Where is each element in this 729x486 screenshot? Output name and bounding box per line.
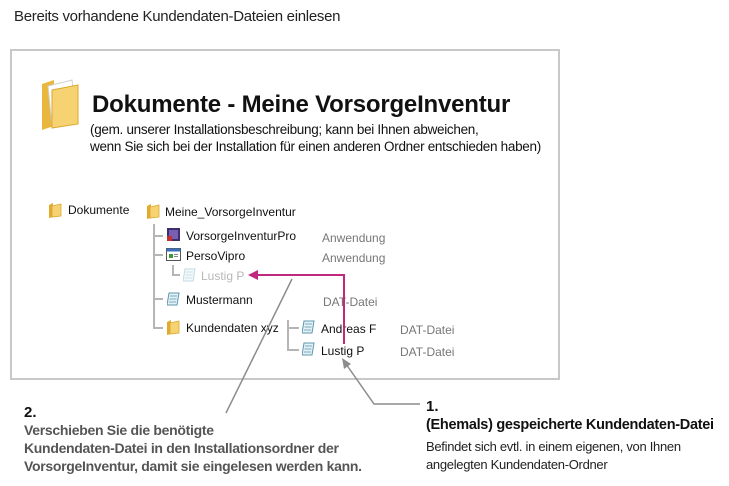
tree-item-label-ghost: Lustig P xyxy=(201,269,245,283)
tree-item-type: Anwendung xyxy=(322,251,386,265)
tree-item-label[interactable]: PersoVipro xyxy=(186,249,246,263)
callout2-number: 2. xyxy=(24,404,37,421)
callout2-text: Kundendaten-Datei in den Installationsordner der xyxy=(24,440,339,456)
panel-subtitle-line1: (gem. unserer Installationsbeschreibung; kann bei Ihnen abweichen, xyxy=(90,122,479,137)
tree-item-type: DAT-Datei xyxy=(323,295,378,309)
callout1-number: 1. xyxy=(426,398,439,415)
tree-subitem-label[interactable]: Lustig P xyxy=(321,344,365,358)
tree-subitem-type: DAT-Datei xyxy=(400,323,455,337)
page-heading: Bereits vorhandene Kundendaten-Dateien einlesen xyxy=(14,8,341,25)
panel-title: Dokumente - Meine VorsorgeInventur xyxy=(92,91,511,118)
tree-item-label[interactable]: Kundendaten xyz xyxy=(186,321,279,335)
callout2-pointer xyxy=(226,279,292,413)
move-arrow xyxy=(256,275,344,344)
callout2-text: Verschieben Sie die benötigte xyxy=(24,422,214,438)
callout2-text: VorsorgeInventur, damit sie eingelesen werden kann. xyxy=(24,458,362,474)
tree-install-folder-label[interactable]: Meine_VorsorgeInventur xyxy=(165,205,296,219)
callout1-pointer-head xyxy=(342,358,351,369)
move-arrow-head xyxy=(248,270,258,280)
tree-subitem-label[interactable]: Andreas F xyxy=(321,322,377,336)
callout1-title: (Ehemals) gespeicherte Kundendaten-Datei xyxy=(426,417,714,433)
tree-subitem-type: DAT-Datei xyxy=(400,345,455,359)
tree-root-label[interactable]: Dokumente xyxy=(68,203,130,217)
tree-item-label[interactable]: VorsorgeInventurPro xyxy=(186,229,297,243)
callout1-pointer xyxy=(346,364,420,404)
tree-item-type: Anwendung xyxy=(322,231,386,245)
panel-subtitle-line2: wenn Sie sich bei der Installation für einen anderen Ordner entschieden haben) xyxy=(90,139,541,154)
callout1-description: angelegten Kundendaten-Ordner xyxy=(426,457,608,472)
callout1-description: Befindet sich evtl. in einem eigenen, von Ihnen xyxy=(426,439,681,454)
tree-item-label[interactable]: Mustermann xyxy=(186,293,253,307)
